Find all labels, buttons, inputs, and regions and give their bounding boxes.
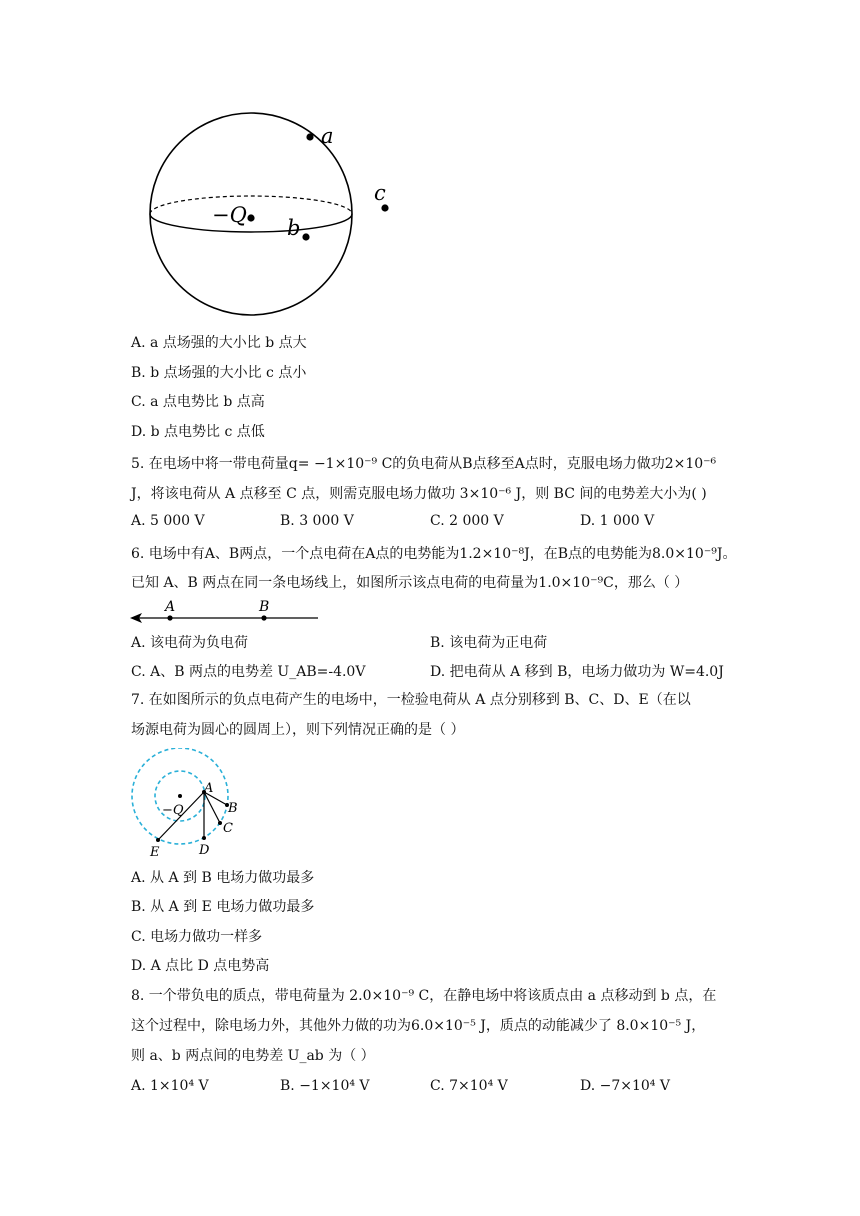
q4-option-d: D. b 点电势比 c 点低 <box>131 424 265 440</box>
point-A <box>167 615 172 620</box>
q6-option-b: B. 该电荷为正电荷 <box>430 635 548 651</box>
q8-stem-line2: 这个过程中，除电场力外，其他外力做的功为6.0×10⁻⁵ J，质点的动能减少了 8.0×10⁻⁵ J， <box>131 1018 706 1034</box>
label-b: b <box>287 216 301 240</box>
q7-option-a: A. 从 A 到 B 电场力做功最多 <box>131 870 315 886</box>
point-E <box>156 838 160 842</box>
label-D: D <box>199 843 210 858</box>
q5-stem-line2: J，将该电荷从 A 点移至 C 点，则需克服电场力做功 3×10⁻⁶ J，则 BC 间的电势差大小为( ) <box>131 486 707 502</box>
point-c <box>381 204 388 211</box>
equator-back <box>150 196 352 214</box>
point-charge <box>247 214 254 221</box>
q6-stem-line1: 6. 电场中有A、B两点，一个点电荷在A点的电势能为1.2×10⁻⁸J，在B点的电势能为8.0×10⁻⁹J。 <box>131 546 737 562</box>
point-C <box>218 821 222 825</box>
concentric-field-figure <box>128 748 258 860</box>
label-A: A <box>165 599 176 615</box>
label-B: B <box>228 801 238 816</box>
q7-option-d: D. A 点比 D 点电势高 <box>131 958 270 974</box>
q8-stem-line1: 8. 一个带负电的质点，带电荷量为 2.0×10⁻⁹ C，在静电场中将该质点由 a 点移动到 b 点，在 <box>131 988 717 1004</box>
q8-stem-line3: 则 a、b 两点间的电势差 U_ab 为（ ） <box>131 1048 375 1064</box>
q7-stem-line2: 场源电荷为圆心的圆周上），则下列情况正确的是（ ） <box>131 722 465 738</box>
q8-option-a: A. 1×10⁴ V <box>131 1078 209 1094</box>
q7-stem-line1: 7. 在如图所示的负点电荷产生的电场中，一检验电荷从 A 点分别移到 B、C、D、E（在以 <box>131 692 691 708</box>
q4-option-a: A. a 点场强的大小比 b 点大 <box>131 335 307 351</box>
q5-option-c: C. 2 000 V <box>430 513 504 529</box>
q7-option-b: B. 从 A 到 E 电场力做功最多 <box>131 899 315 915</box>
q5-stem-line1: 5. 在电场中将一带电荷量q= −1×10⁻⁹ C的负电荷从B点移至A点时，克服电场力做功2×10⁻⁶ <box>131 456 717 472</box>
label-B: B <box>259 599 270 615</box>
label-charge: −Q <box>212 203 247 227</box>
point-B <box>261 615 266 620</box>
q5-option-d: D. 1 000 V <box>580 513 655 529</box>
sphere-figure <box>140 108 410 328</box>
label-a: a <box>321 124 334 148</box>
label-E: E <box>150 845 160 860</box>
q6-option-c: C. A、B 两点的电势差 U_AB=-4.0V <box>131 664 366 680</box>
source-charge <box>178 794 182 798</box>
q6-option-d: D. 把电荷从 A 移到 B，电场力做功为 W=4.0J <box>430 664 724 680</box>
point-a <box>306 133 313 140</box>
q4-option-b: B. b 点场强的大小比 c 点小 <box>131 365 307 381</box>
label-A: A <box>204 781 214 796</box>
field-line-figure <box>128 596 328 626</box>
point-D <box>202 836 206 840</box>
q8-option-c: C. 7×10⁴ V <box>430 1078 508 1094</box>
label-c: c <box>374 181 386 205</box>
label-charge: −Q <box>162 803 184 818</box>
q6-option-a: A. 该电荷为负电荷 <box>131 635 249 651</box>
q5-option-b: B. 3 000 V <box>280 513 354 529</box>
label-C: C <box>223 821 233 836</box>
q8-option-b: B. −1×10⁴ V <box>280 1078 370 1094</box>
point-b <box>302 233 309 240</box>
q7-option-c: C. 电场力做功一样多 <box>131 929 263 945</box>
q8-option-d: D. −7×10⁴ V <box>580 1078 670 1094</box>
q6-stem-line2: 已知 A、B 两点在同一条电场线上，如图所示该点电荷的电荷量为1.0×10⁻⁹C，那么（ ） <box>131 575 689 591</box>
q5-option-a: A. 5 000 V <box>131 513 205 529</box>
q4-option-c: C. a 点电势比 b 点高 <box>131 394 265 410</box>
